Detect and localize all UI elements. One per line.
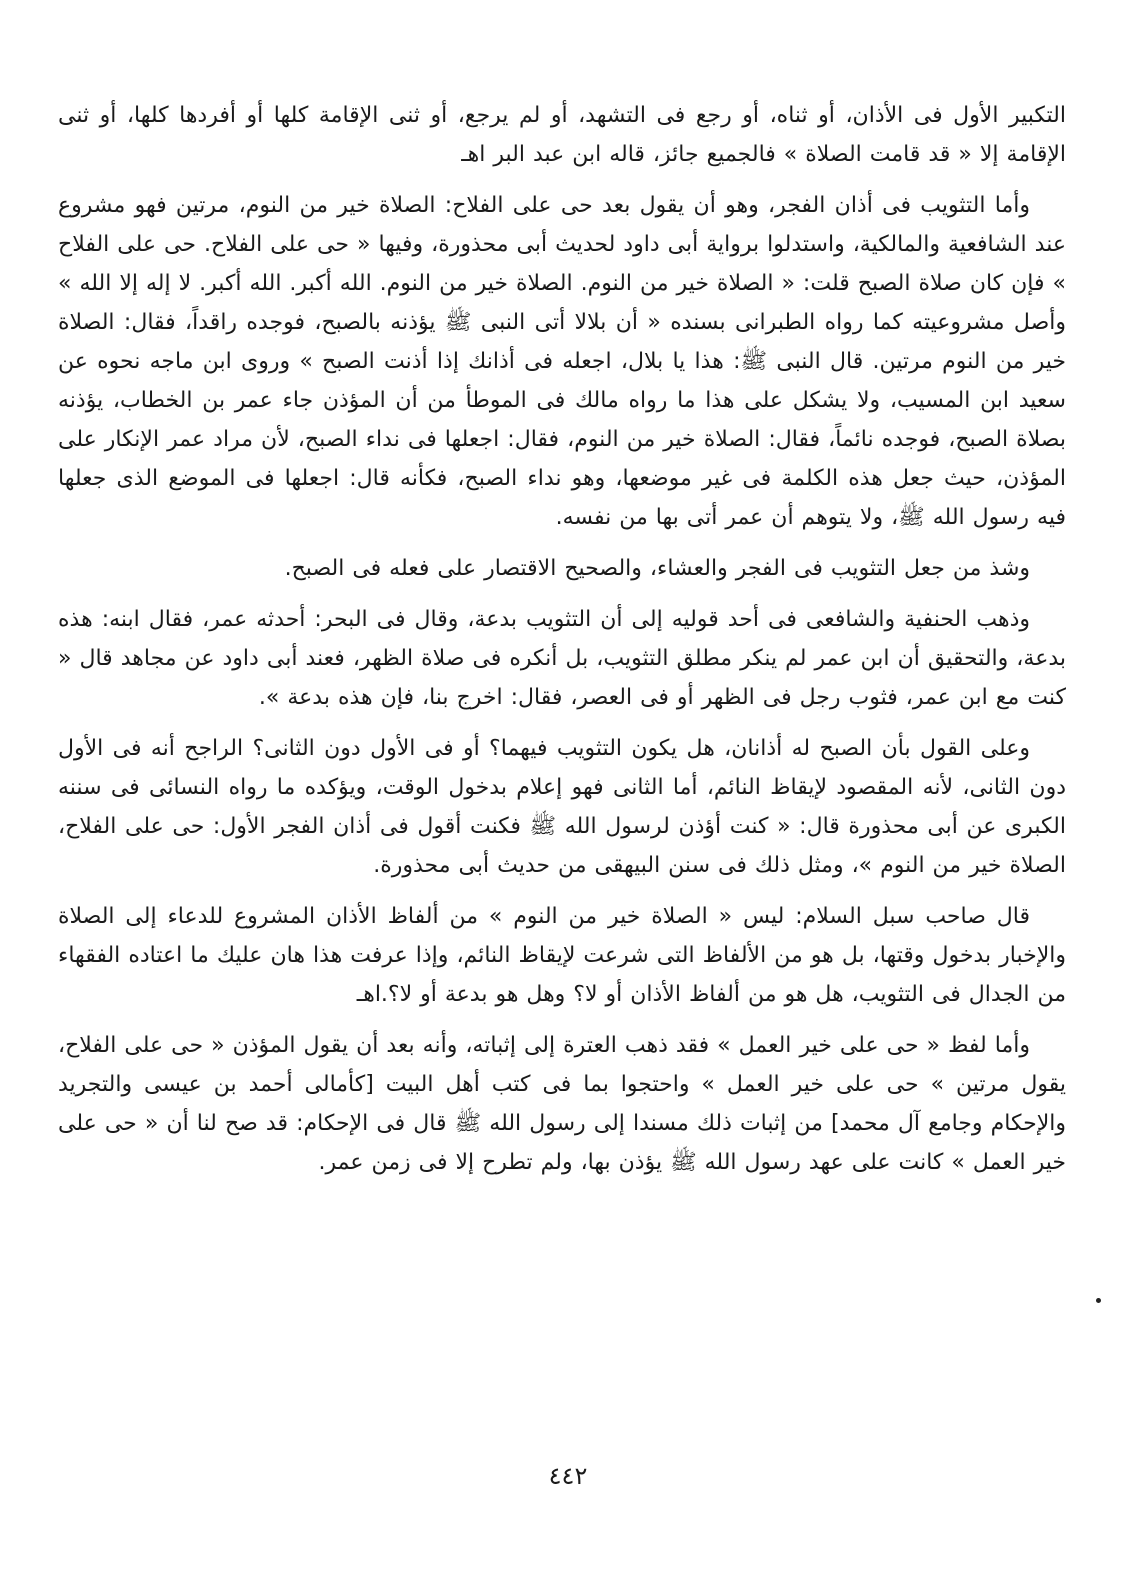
paragraph-5: وعلى القول بأن الصبح له أذانان، هل يكون التثويب فيهما؟ أو فى الأول دون الثانى؟ الراجح أنه فى الأول دون الثانى، لأنه المقصود لإيقاظ النائم، أما الثانى فهو إعلام بدخول الوقت، ويؤكده ما رواه النسائى فى سننه الكبرى عن أبى محذورة قال: « كنت أؤذن لرسول الله ﷺ فكنت أقول فى أذان الفجر الأول: حى على الفلاح، الصلاة خير من النوم »، ومثل ذلك فى سنن البيهقى من حديث أبى محذورة. [58,736,1066,878]
paragraph-7: وأما لفظ « حى على خير العمل » فقد ذهب العترة إلى إثباته، وأنه بعد أن يقول المؤذن « حى على الفلاح، يقول مرتين » حى على خير العمل » واحتجوا بما فى كتب أهل البيت [كأمالى أحمد بن عيسى والتجريد والإحكام وجامع آل محمد] من إثبات ذلك مسندا إلى رسول الله ﷺ قال فى الإحكام: قد صح لنا أن « حى على خير العمل » كانت على عهد رسول الله ﷺ يؤذن بها، ولم تطرح إلا فى زمن عمر. [58,1033,1066,1175]
paragraph-4: وذهب الحنفية والشافعى فى أحد قوليه إلى أن التثويب بدعة، وقال فى البحر: أحدثه عمر، فقال ابنه: هذه بدعة، والتحقيق أن ابن عمر لم ينكر مطلق التثويب، بل أنكره فى صلاة الظهر، فعند أبى داود عن مجاهد قال « كنت مع ابن عمر، فثوب رجل فى الظهر أو فى العصر، فقال: اخرج بنا، فإن هذه بدعة ». [58,607,1066,710]
paragraph-3: وشذ من جعل التثويب فى الفجر والعشاء، والصحيح الاقتصار على فعله فى الصبح. [284,556,1030,581]
page-body [58,96,1066,1194]
page-number: ٤٤٢ [548,1462,588,1490]
paragraph-1: التكبير الأول فى الأذان، أو ثناه، أو رجع فى التشهد، أو لم يرجع، أو ثنى الإقامة كلها أو أفردها كلها، أو ثنى الإقامة إلا « قد قامت الصلاة » فالجميع جائز، قاله ابن عبد البر اهـ [58,103,1066,167]
paragraph-6: قال صاحب سبل السلام: ليس « الصلاة خير من النوم » من ألفاظ الأذان المشروع للدعاء إلى الصلاة والإخبار بدخول وقتها، بل هو من الألفاظ التى شرعت لإيقاظ النائم، وإذا عرفت هذا هان عليك ما اعتاده الفقهاء من الجدال فى التثويب، هل هو من ألفاظ الأذان أو لا؟ وهل هو بدعة أو لا؟.اهـ [58,904,1066,1007]
paragraph-2: وأما التثويب فى أذان الفجر، وهو أن يقول بعد حى على الفلاح: الصلاة خير من النوم، مرتين فهو مشروع عند الشافعية والمالكية، واستدلوا برواية أبى داود لحديث أبى محذورة، وفيها « حى على الفلاح. حى على الفلاح » فإن كان صلاة الصبح قلت: « الصلاة خير من النوم. الصلاة خير من النوم. الله أكبر. الله أكبر. لا إله إلا الله » وأصل مشروعيته كما رواه الطبرانى بسنده « أن بلالا أتى النبى ﷺ يؤذنه بالصبح، فوجده راقداً، فقال: الصلاة خير من النوم مرتين. قال النبى ﷺ: هذا يا بلال، اجعله فى أذانك إذا أذنت الصبح » وروى ابن ماجه نحوه عن سعيد ابن المسيب، ولا يشكل على هذا ما رواه مالك فى الموطأ من أن المؤذن جاء عمر بن الخطاب، يؤذنه بصلاة الصبح، فوجده نائماً، فقال: الصلاة خير من النوم، فقال: اجعلها فى نداء الصبح، لأن مراد عمر الإنكار على المؤذن، حيث جعل هذه الكلمة فى غير موضعها، وهو نداء الصبح، فكأنه قال: اجعلها فى الموضع الذى جعلها فيه رسول الله ﷺ، ولا يتوهم أن عمر أتى بها من نفسه. [58,193,1066,530]
margin-mark [1096,1298,1101,1303]
